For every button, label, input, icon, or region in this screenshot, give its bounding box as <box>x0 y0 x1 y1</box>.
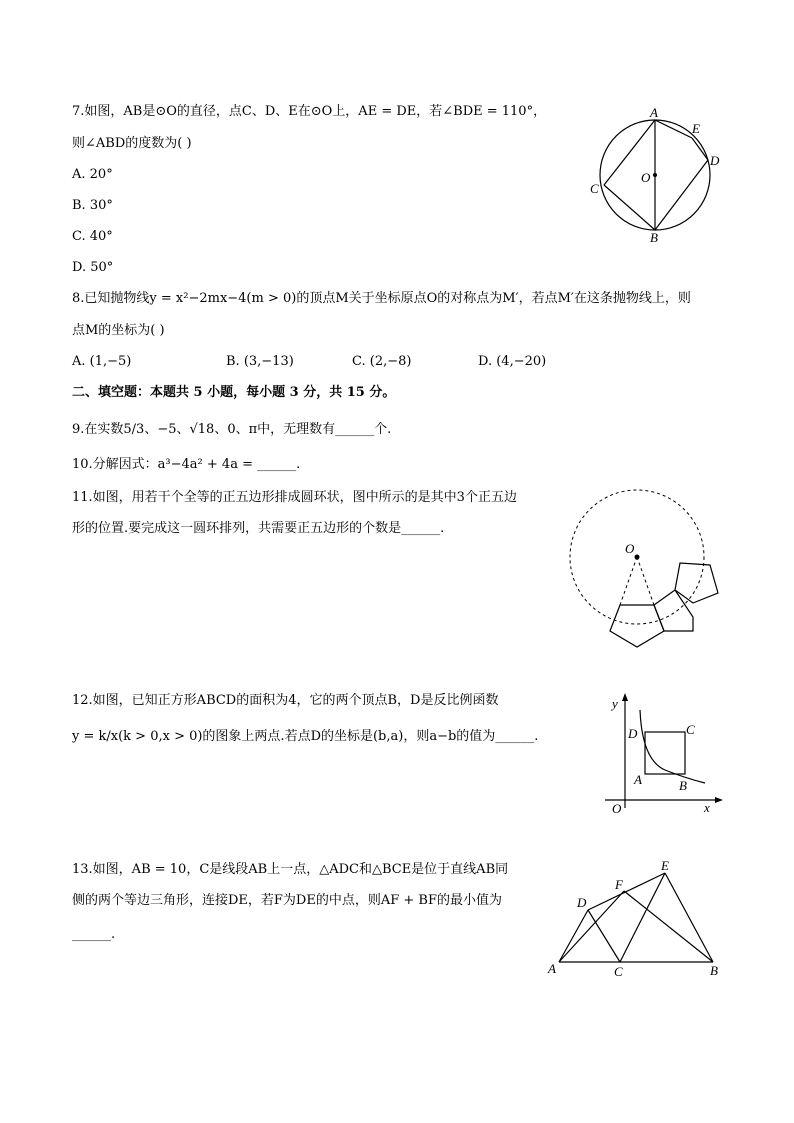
q13-line2: 侧的两个等边三角形，连接DE，若F为DE的中点，则AF + BF的最小值为 <box>72 893 502 908</box>
q7-option-a: A. 20° <box>72 167 113 182</box>
q10: 10.分解因式：a³−4a² + 4a = ______. <box>72 457 301 472</box>
q7-label-d: D <box>710 153 720 168</box>
q12-label-c: C <box>686 722 695 737</box>
q7-label-e: E <box>692 121 700 136</box>
q12-label-b: B <box>679 778 687 793</box>
q13-label-f: F <box>615 877 623 892</box>
q8-option-d: D. (4,−20) <box>478 354 547 369</box>
q12-line1: 12.如图，已知正方形ABCD的面积为4，它的两个顶点B，D是反比例函数 <box>72 693 499 708</box>
q9: 9.在实数5/3、−5、√18、0、π中，无理数有______个. <box>72 422 392 437</box>
q12-line2: y = k/x(k > 0,x > 0)的图象上两点.若点D的坐标是(b,a)，则a−b的值为______. <box>72 729 539 744</box>
q11-label-o: O <box>625 541 635 556</box>
q8-option-c: C. (2,−8) <box>352 354 412 369</box>
q12-label-a: A <box>634 772 642 787</box>
q12-label-d: D <box>628 726 638 741</box>
q12-coordinate-figure <box>600 690 730 820</box>
q7-label-a: A <box>650 105 658 120</box>
q7-option-c: C. 40° <box>72 229 113 244</box>
q12-label-o: O <box>612 801 622 816</box>
q7-line2: 则∠ABD的度数为( ) <box>72 136 192 151</box>
q7-label-o: O <box>641 170 651 185</box>
q8-option-b: B. (3,−13) <box>226 354 294 369</box>
q13-label-b: B <box>710 963 718 978</box>
q8-option-a: A. (1,−5) <box>72 354 132 369</box>
q13-label-e: E <box>661 858 669 873</box>
q7-option-d: D. 50° <box>72 260 114 275</box>
q7-option-b: B. 30° <box>72 198 113 213</box>
q11-line2: 形的位置.要完成这一圆环排列，共需要正五边形的个数是______. <box>72 521 445 536</box>
q7-label-b: B <box>650 230 658 245</box>
q13-label-c: C <box>614 964 623 979</box>
q7-circle-figure <box>585 100 725 245</box>
q13-line3: ______. <box>72 927 116 942</box>
q13-triangles-figure <box>545 855 730 985</box>
q8-line2: 点M的坐标为( ) <box>72 323 165 338</box>
q7-label-c: C <box>590 181 599 196</box>
q13-label-d: D <box>577 895 587 910</box>
q7-line1: 7.如图，AB是⊙O的直径，点C、D、E在⊙O上，AE = DE，若∠BDE = 110°， <box>72 104 547 119</box>
q12-label-x: x <box>704 800 710 815</box>
q11-pentagon-ring-figure <box>565 485 745 655</box>
q13-line1: 13.如图，AB = 10，C是线段AB上一点，△ADC和△BCE是位于直线AB同 <box>72 862 509 877</box>
q11-line1: 11.如图，用若干个全等的正五边形排成圆环状，图中所示的是其中3个正五边 <box>72 490 517 505</box>
section-heading: 二、填空题：本题共 5 小题，每小题 3 分，共 15 分。 <box>72 385 396 400</box>
q8-line1: 8.已知抛物线y = x²−2mx−4(m > 0)的顶点M关于坐标原点O的对称点为M′，若点M′在这条抛物线上，则 <box>72 291 691 306</box>
q12-label-y: y <box>612 696 618 711</box>
q13-label-a: A <box>548 961 556 976</box>
